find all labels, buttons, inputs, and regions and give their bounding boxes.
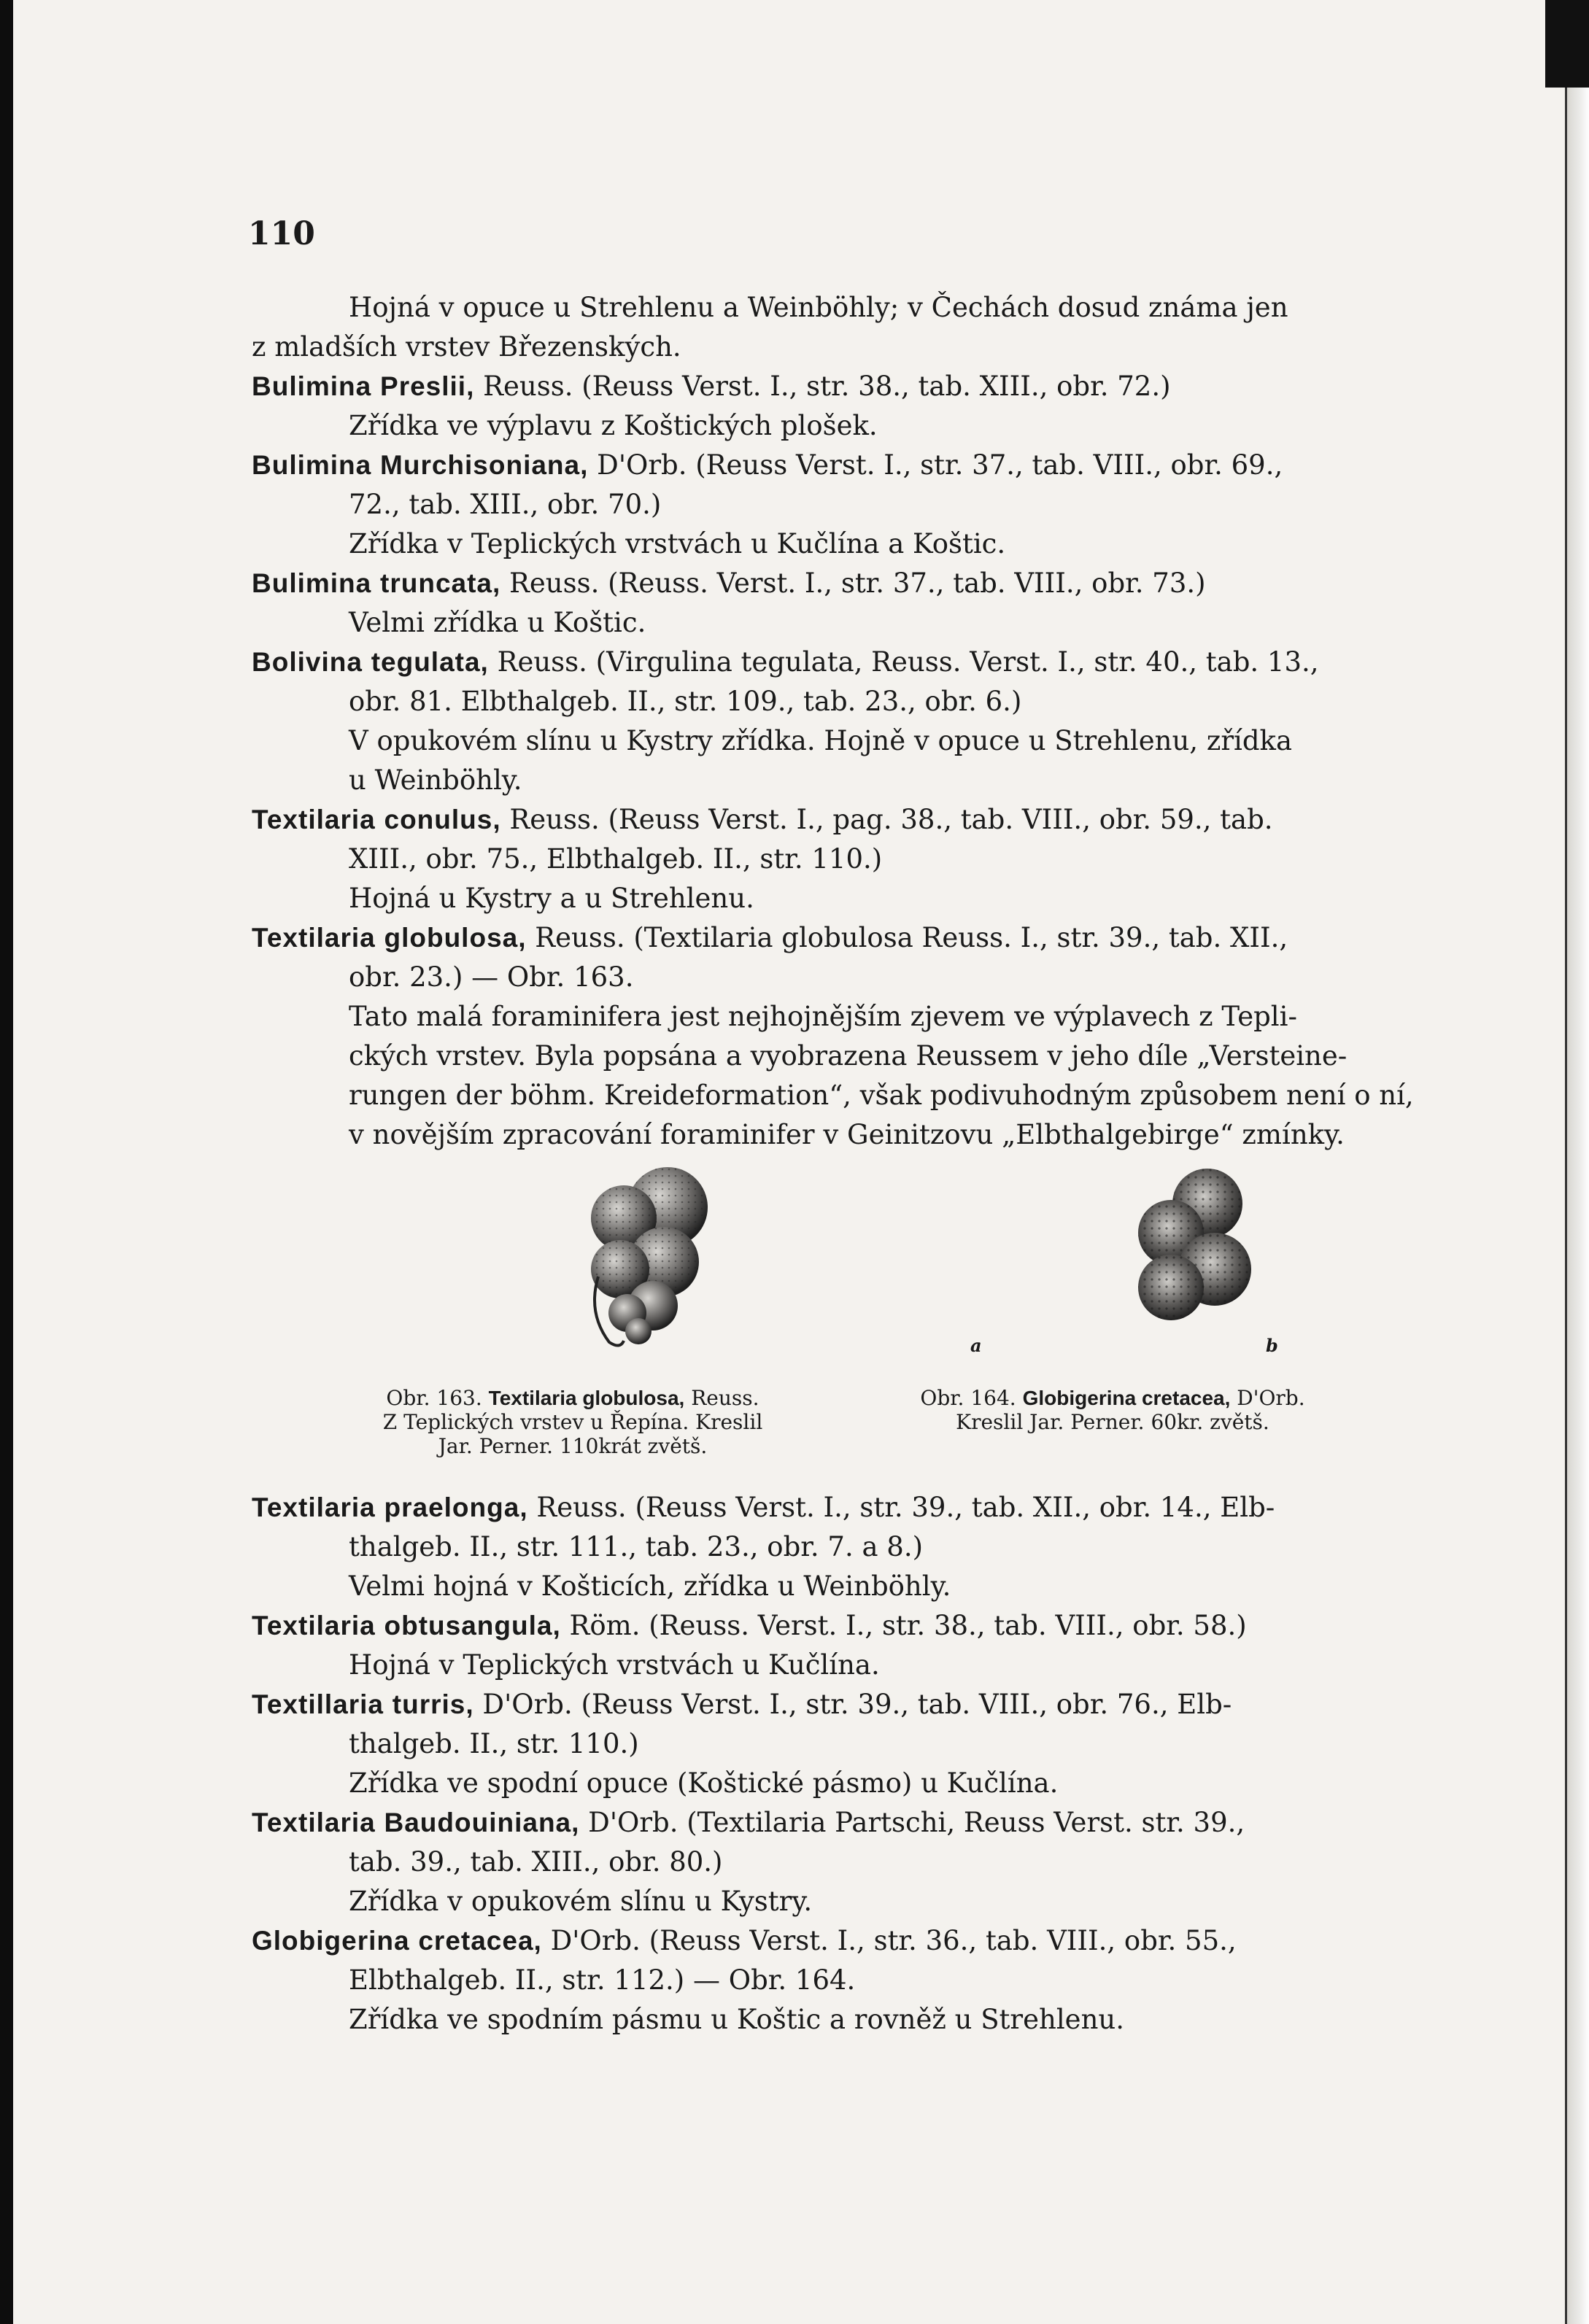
species-entry-heading [252, 1685, 1415, 1724]
text-line [252, 1037, 1415, 1076]
line-text: D'Orb. (Reuss Verst. I., str. 37., tab. VIII., obr. 69., [588, 449, 1283, 481]
line-text: tab. 39., tab. XIII., obr. 80.) [349, 1846, 723, 1878]
genus-name: Textillaria [252, 1689, 384, 1719]
line-text: ckých vrstev. Byla popsána a vyobrazena Reussem v jeho díle „Versteine- [349, 1040, 1348, 1072]
text-line [252, 1646, 1415, 1685]
line-text: Zřídka v Teplických vrstvách u Kučlína a Koštic. [349, 528, 1006, 559]
line-text: Reuss. (Reuss Verst. I., pag. 38., tab. VIII., obr. 59., tab. [500, 804, 1273, 835]
genus-name: Textilaria [252, 805, 376, 834]
species-entry-heading [252, 1606, 1415, 1646]
text-line [252, 524, 1415, 564]
species-entry-heading [252, 1488, 1415, 1527]
line-text: D'Orb. (Textilaria Partschi, Reuss Verst. str. 39., [579, 1807, 1245, 1838]
species-entry-heading [252, 918, 1415, 958]
species-entry-heading [252, 643, 1415, 682]
figure-163-caption-line1: Obr. 163. Textilaria globulosa, Reuss. [386, 1386, 759, 1410]
page-number: 110 [248, 215, 315, 252]
text-line [252, 1764, 1415, 1803]
figure-163-caption-line3: Jar. Perner. 110krát zvětš. [438, 1434, 708, 1458]
line-text: v novějším zpracování foraminifer v Geinitzovu „Elbthalgebirge“ zmínky. [349, 1119, 1345, 1150]
line-text: Hojná u Kystry a u Strehlenu. [349, 883, 754, 914]
line-text: Elbthalgeb. II., str. 112.) — Obr. 164. [349, 1964, 856, 1996]
genus-name: Bulimina [252, 371, 372, 401]
line-text: thalgeb. II., str. 110.) [349, 1728, 639, 1759]
line-text: XIII., obr. 75., Elbthalgeb. II., str. 110.) [349, 843, 883, 875]
species-name: tegulata, [371, 647, 489, 677]
genus-name: Textilaria [252, 1492, 376, 1522]
text-line [252, 682, 1415, 721]
line-text: Hojná v opuce u Strehlenu a Weinböhly; v Čechách dosud známa jen [349, 292, 1288, 323]
scan-corner-shadow [1545, 0, 1589, 88]
lower-text-block [252, 1488, 1415, 2040]
line-text: obr. 81. Elbthalgeb. II., str. 109., tab. 23., obr. 6.) [349, 686, 1022, 717]
scan-right-border [1565, 0, 1589, 2324]
text-line [252, 721, 1415, 761]
species-name: Preslii, [380, 371, 475, 401]
text-line [252, 603, 1415, 643]
line-text: Reuss. (Reuss Verst. I., str. 38., tab. XIII., obr. 72.) [474, 371, 1171, 402]
genus-name: Globigerina [252, 1926, 410, 1956]
line-text: z mladších vrstev Březenských. [252, 331, 681, 363]
line-text: Zřídka v opukovém slínu u Kystry. [349, 1886, 813, 1917]
figure-164-caption-line1: Obr. 164. Globigerina cretacea, D'Orb. [920, 1386, 1305, 1410]
genus-name: Bolivina [252, 647, 363, 677]
text-line [252, 1567, 1415, 1606]
line-text: obr. 23.) — Obr. 163. [349, 961, 634, 993]
species-name: Murchisoniana, [380, 450, 589, 480]
line-text: Zřídka ve spodním pásmu u Koštic a rovněž u Strehlenu. [349, 2004, 1124, 2035]
line-text: Zřídka ve spodní opuce (Koštické pásmo) u Kučlína. [349, 1767, 1059, 1799]
species-name: praelonga, [384, 1492, 528, 1522]
genus-name: Textilaria [252, 1808, 376, 1837]
species-name: conulus, [384, 805, 501, 834]
species-name: turris, [392, 1689, 474, 1719]
species-name: truncata, [380, 568, 501, 598]
species-entry-heading [252, 800, 1415, 840]
text-line [252, 1843, 1415, 1882]
figure-164-label-a: a [970, 1335, 982, 1356]
species-name: cretacea, [418, 1926, 542, 1956]
text-line [252, 958, 1415, 997]
line-text: u Weinböhly. [349, 764, 522, 796]
scan-left-border [0, 0, 13, 2324]
figure-164-globigerina-cretacea [835, 1167, 1390, 1357]
line-text: Röm. (Reuss. Verst. I., str. 38., tab. VIII., obr. 58.) [560, 1610, 1247, 1641]
text-line [252, 761, 1415, 800]
text-line [252, 997, 1415, 1037]
text-line [252, 2000, 1415, 2040]
figure-164-label-b: b [1266, 1335, 1278, 1356]
genus-name: Textilaria [252, 1611, 376, 1641]
line-text: rungen der böhm. Kreideformation“, však podivuhodným způsobem není o ní, [349, 1080, 1414, 1111]
text-line [252, 1882, 1415, 1921]
species-entry-heading [252, 1803, 1415, 1843]
text-line [252, 328, 1415, 367]
line-text: Hojná v Teplických vrstvách u Kučlína. [349, 1649, 880, 1681]
line-text: Reuss. (Reuss. Verst. I., str. 37., tab. VIII., obr. 73.) [500, 568, 1206, 599]
text-line [252, 406, 1415, 446]
species-name: globulosa, [384, 923, 527, 953]
text-line [252, 1115, 1415, 1155]
species-entry-heading [252, 1921, 1415, 1961]
figure-163-caption [295, 1386, 850, 1458]
text-line [252, 840, 1415, 879]
genus-name: Textilaria [252, 923, 376, 953]
text-line [252, 879, 1415, 918]
line-text: Velmi zřídka u Koštic. [349, 607, 646, 638]
text-line [252, 1076, 1415, 1115]
genus-name: Bulimina [252, 568, 372, 598]
line-text: 72., tab. XIII., obr. 70.) [349, 489, 662, 520]
figure-164-caption [835, 1386, 1390, 1434]
line-text: V opukovém slínu u Kystry zřídka. Hojně v opuce u Strehlenu, zřídka [349, 725, 1293, 756]
line-text: Reuss. (Textilaria globulosa Reuss. I., str. 39., tab. XII., [526, 922, 1288, 953]
species-entry-heading [252, 367, 1415, 406]
text-line [252, 1527, 1415, 1567]
species-name: obtusangula, [384, 1611, 561, 1641]
line-text: D'Orb. (Reuss Verst. I., str. 39., tab. VIII., obr. 76., Elb- [473, 1689, 1232, 1720]
figure-164-caption-line2: Kreslil Jar. Perner. 60kr. zvětš. [956, 1410, 1269, 1434]
figure-163-textilaria-globulosa [463, 1167, 770, 1357]
species-entry-heading [252, 446, 1415, 485]
upper-text-block [252, 288, 1415, 1155]
text-line [252, 288, 1415, 328]
species-name: Baudouiniana, [384, 1808, 580, 1837]
text-line [252, 485, 1415, 524]
species-entry-heading [252, 564, 1415, 603]
text-line [252, 1961, 1415, 2000]
line-text: D'Orb. (Reuss Verst. I., str. 36., tab. VIII., obr. 55., [541, 1925, 1237, 1956]
line-text: Tato malá foraminifera jest nejhojnějším zjevem ve výplavech z Tepli- [349, 1001, 1297, 1032]
text-line [252, 1724, 1415, 1764]
line-text: Reuss. (Reuss Verst. I., str. 39., tab. XII., obr. 14., Elb- [527, 1492, 1275, 1523]
figures-area [252, 1167, 1415, 1473]
line-text: Velmi hojná v Košticích, zřídka u Weinböhly. [349, 1570, 951, 1602]
line-text: Reuss. (Virgulina tegulata, Reuss. Verst. I., str. 40., tab. 13., [488, 646, 1319, 678]
line-text: Zřídka ve výplavu z Koštických plošek. [349, 410, 878, 441]
genus-name: Bulimina [252, 450, 372, 480]
line-text: thalgeb. II., str. 111., tab. 23., obr. 7. a 8.) [349, 1531, 924, 1562]
figure-163-caption-line2: Z Teplických vrstev u Řepína. Kreslil [382, 1410, 763, 1434]
